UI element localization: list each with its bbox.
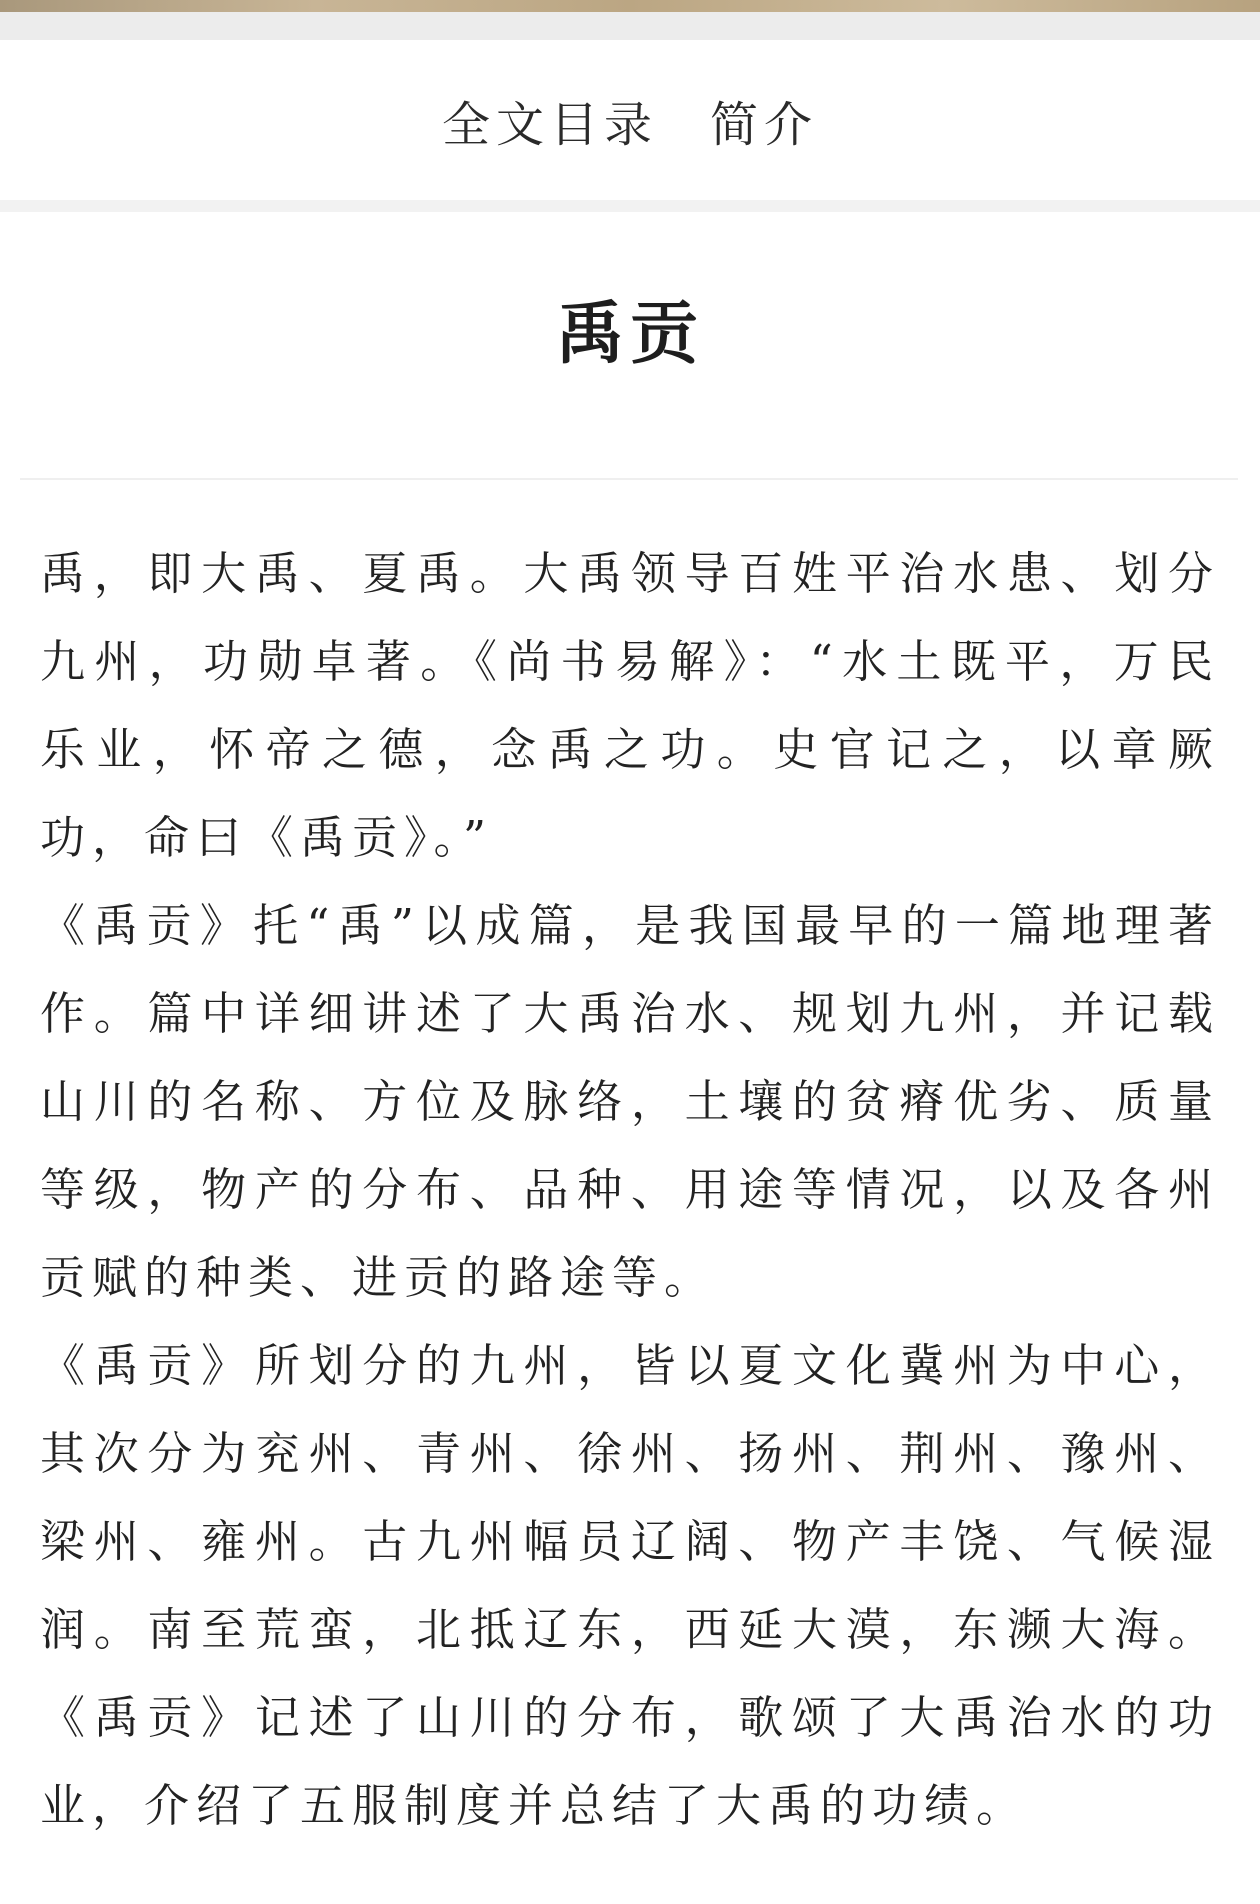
- intro-link[interactable]: 简介: [710, 96, 819, 153]
- banner-gap: [0, 12, 1260, 40]
- article-body: [40, 530, 1220, 1850]
- article-paragraph: 禹，即大禹、夏禹。大禹领导百姓平治水患、划分九州，功勋卓著。《尚书易解》：“水土既平，万民乐业，怀帝之德，念禹之功。史官记之，以章厥功，命曰《禹贡》。”: [40, 547, 1220, 864]
- toc-link[interactable]: 全文目录: [441, 96, 658, 153]
- title-divider: [20, 478, 1238, 480]
- article-paragraph: 《禹贡》托“禹”以成篇，是我国最早的一篇地理著作。篇中详细讲述了大禹治水、规划九州，并记载山川的名称、方位及脉络，土壤的贫瘠优劣、质量等级，物产的分布、品种、用途等情况，以及各州贡赋的种类、进贡的路途等。: [40, 899, 1220, 1304]
- article-paragraph: 《禹贡》所划分的九州，皆以夏文化冀州为中心，其次分为兖州、青州、徐州、扬州、荆州、豫州、梁州、雍州。古九州幅员辽阔、物产丰饶、气候湿润。南至荒蛮，北抵辽东，西延大漠，东濒大海。《禹贡》记述了山川的分布，歌颂了大禹治水的功业，介绍了五服制度并总结了大禹的功绩。: [40, 1339, 1220, 1832]
- header-banner-image: [0, 0, 1260, 12]
- article-title: 禹贡: [555, 294, 704, 374]
- article-nav: [0, 40, 1260, 200]
- nav-separator: [0, 200, 1260, 212]
